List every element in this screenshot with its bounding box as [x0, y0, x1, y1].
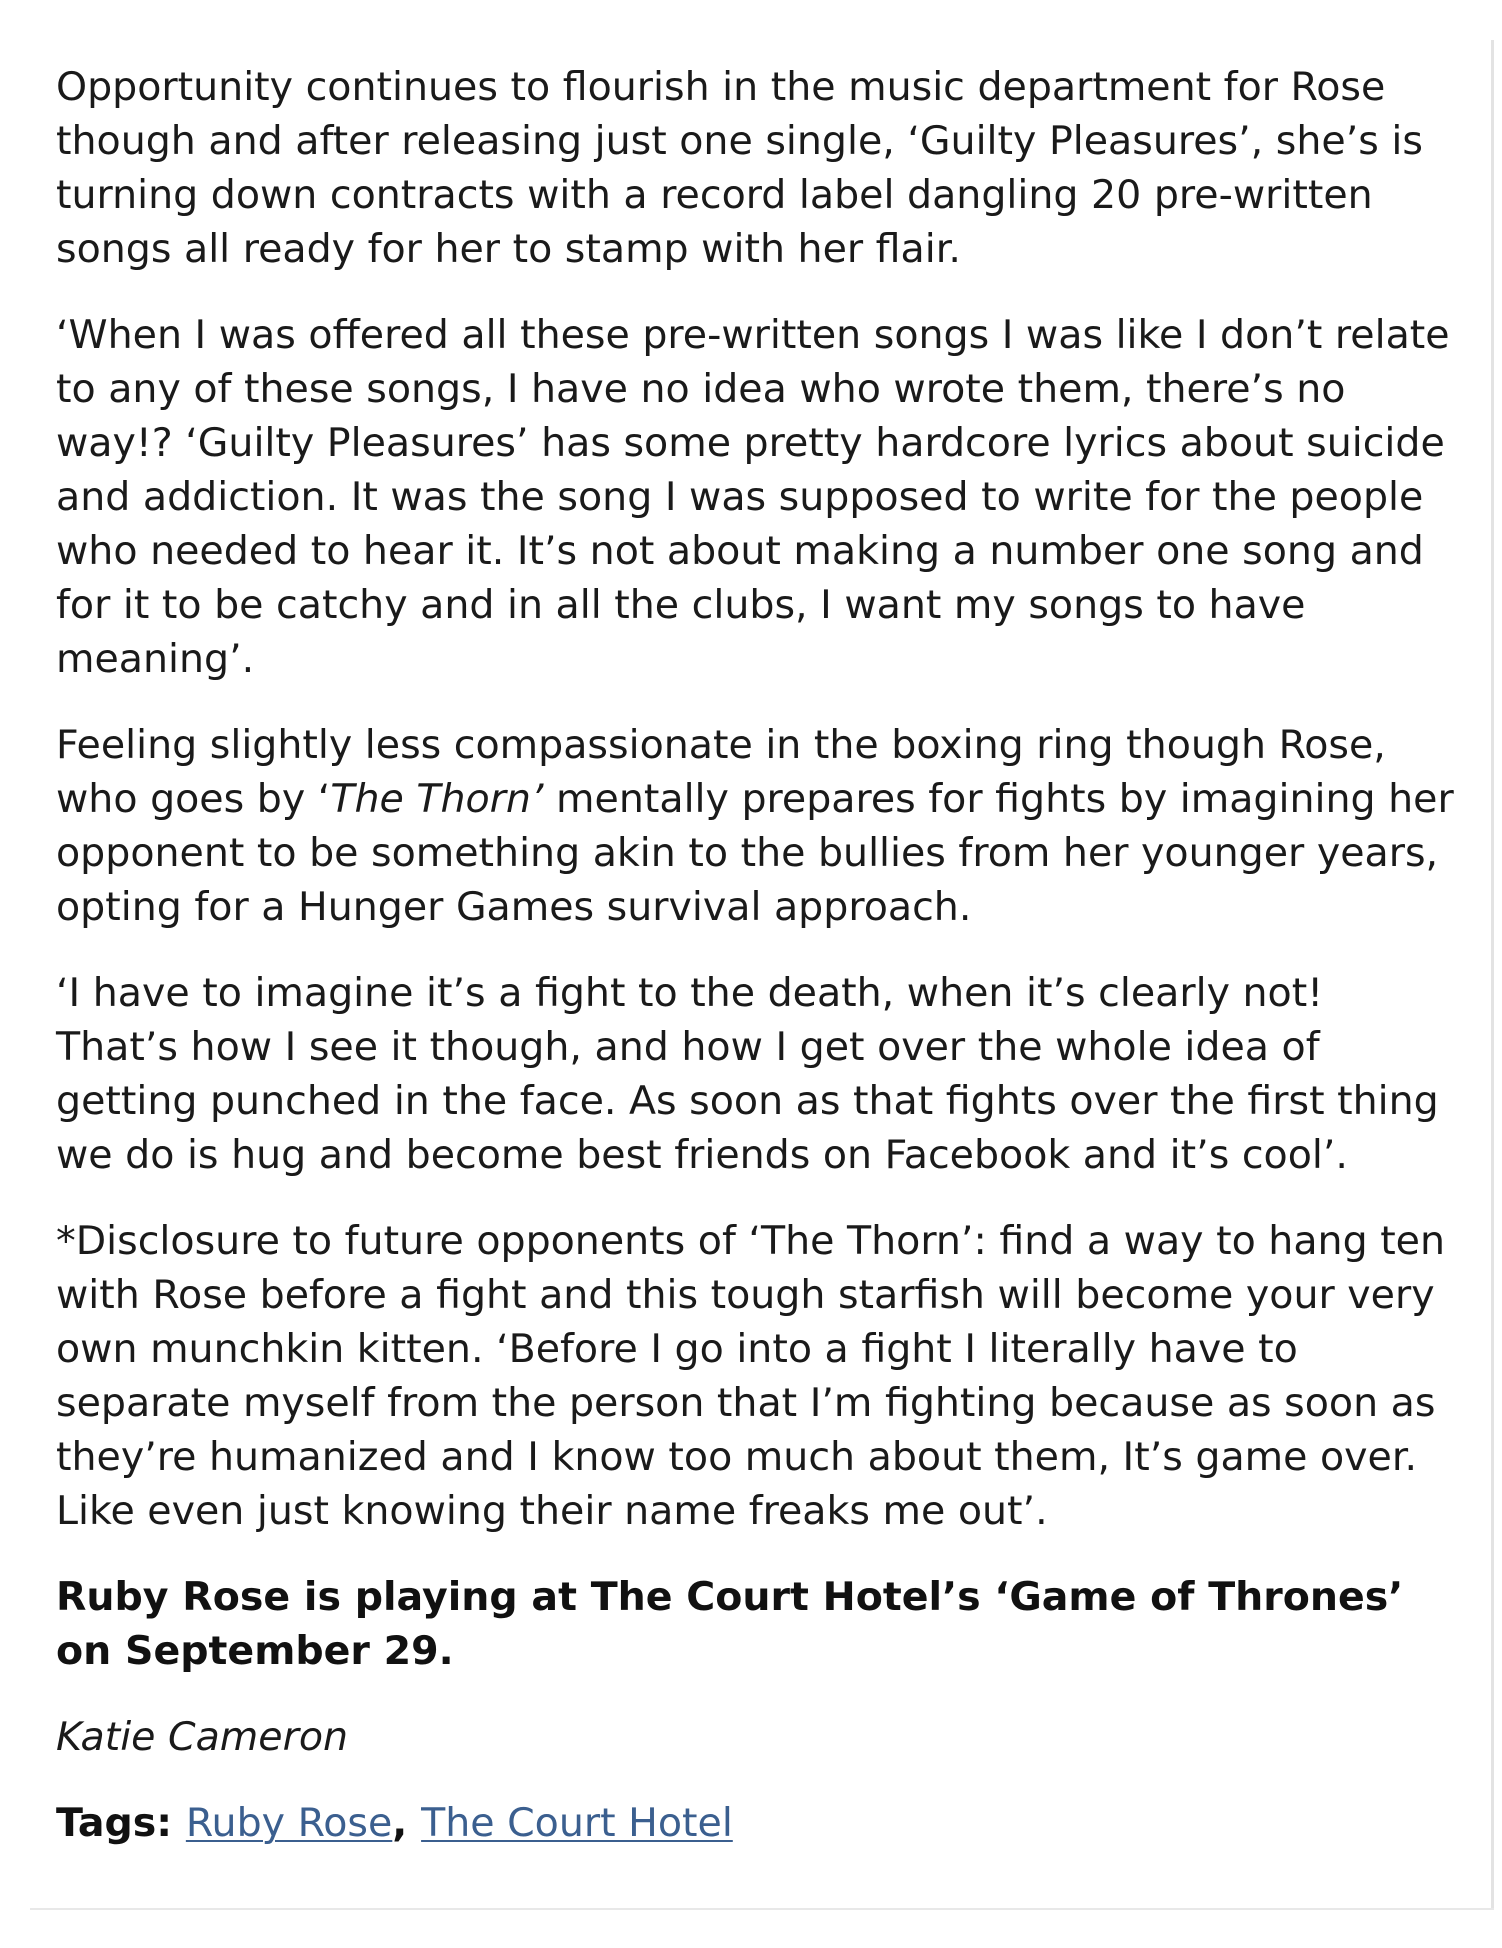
tags-line	[56, 1796, 1456, 1850]
paragraph-quote-fight: ‘I have to imagine it’s a fight to the death, when it’s clearly not! That’s how I see it though, and how I get over the whole idea of getting punched in the face. As soon as that fights over the first thing we do is hug and become best friends on Facebook and it’s cool’.	[56, 970, 1439, 1178]
bottom-border-line	[30, 1908, 1494, 1910]
article-body	[56, 60, 1456, 1882]
event-announcement: Ruby Rose is playing at The Court Hotel’s ‘Game of Thrones’ on September 29.	[56, 1574, 1404, 1674]
tag-link-ruby-rose[interactable]: Ruby Rose	[185, 1800, 393, 1846]
right-border-line	[1491, 40, 1494, 1908]
tags-label: Tags:	[56, 1800, 173, 1846]
paragraph-boxing-text-1: Feeling slightly less compassionate in the boxing ring though Rose, who goes by ‘	[56, 722, 1386, 822]
paragraph-boxing	[56, 718, 1456, 934]
paragraph-music: Opportunity continues to flourish in the music department for Rose though and after releasing just one single, ‘Guilty Pleasures’, she’s is turning down contracts with a record label dangling 20 pre-written songs all ready for her to stamp with her flair.	[56, 64, 1423, 272]
tags-separator: ,	[392, 1800, 408, 1846]
nickname-italic: The Thorn’	[330, 776, 544, 822]
tag-link-the-court-hotel[interactable]: The Court Hotel	[421, 1800, 733, 1846]
paragraph-quote-songs: ‘When I was offered all these pre-written songs I was like I don’t relate to any of these songs, I have no idea who wrote them, there’s no way!? ‘Guilty Pleasures’ has some pretty hardcore lyrics about suicide and addiction. It was the song I was supposed to write for the people who needed to hear it. It’s not about making a number one song and for it to be catchy and in all the clubs, I want my songs to have meaning’.	[56, 312, 1450, 682]
author-byline: Katie Cameron	[56, 1714, 349, 1760]
paragraph-boxing-text-2: mentally prepares for fights by imagining her opponent to be something akin to the bullies from her younger years, opting for a Hunger Games survival approach.	[56, 776, 1454, 930]
paragraph-disclosure: *Disclosure to future opponents of ‘The Thorn’: find a way to hang ten with Rose before a fight and this tough starfish will become your very own munchkin kitten. ‘Before I go into a fight I literally have to separate myself from the person that I’m fighting because as soon as they’re humanized and I know too much about them, It’s game over. Like even just knowing their name freaks me out’.	[56, 1218, 1446, 1534]
